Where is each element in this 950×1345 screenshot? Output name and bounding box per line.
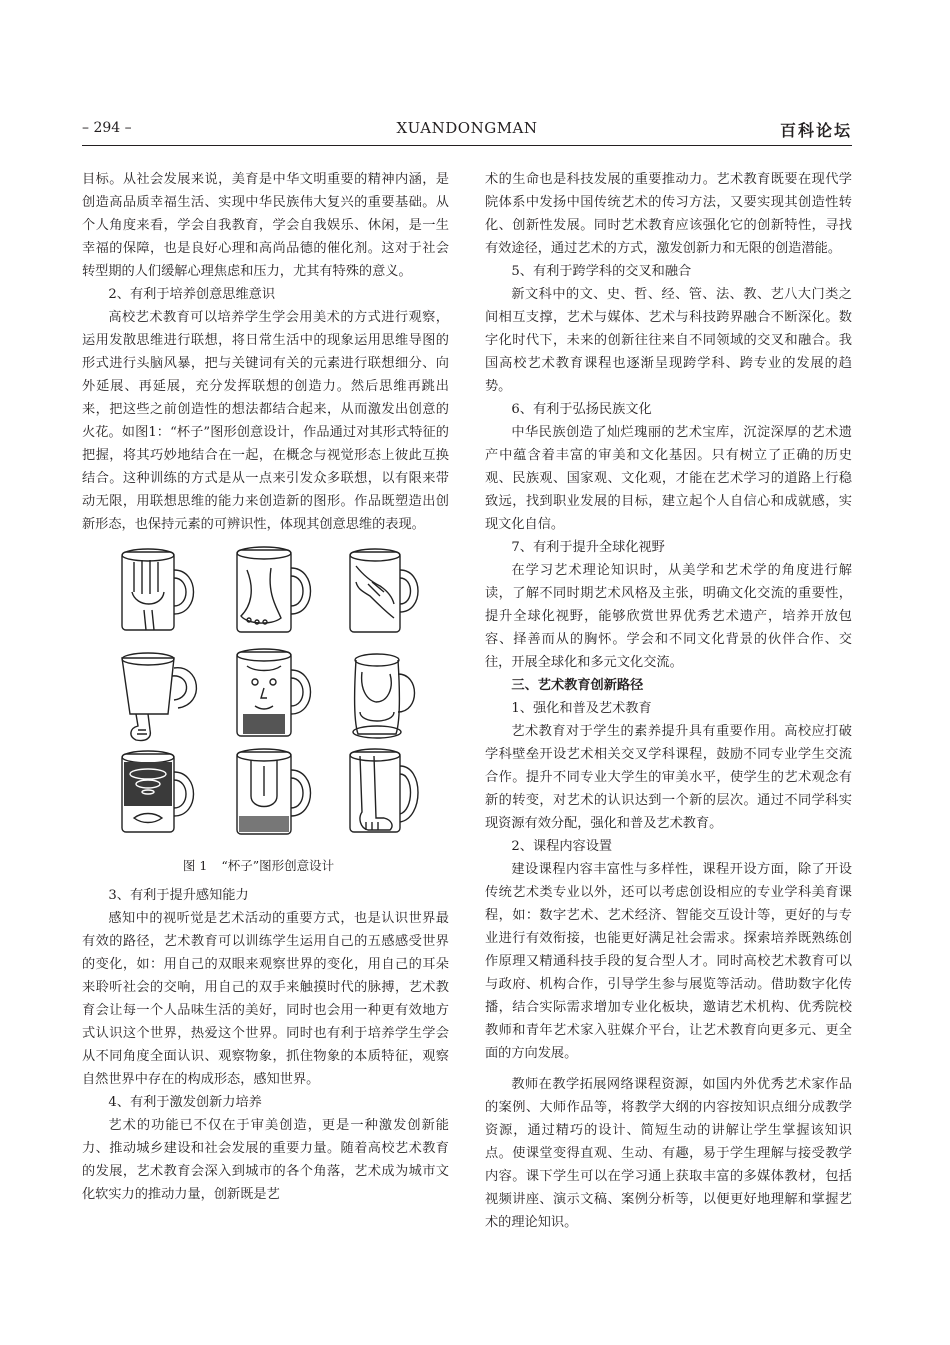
left-column <box>82 168 449 1206</box>
spiral-lips-mug-illustration <box>122 751 194 832</box>
subheading: 6、有利于弘扬民族文化 <box>511 402 652 417</box>
paragraph: 艺术教育对于学生的素养提升具有重要作用。高校应打破学科壁垒开设艺术相关交叉学科课程，鼓励不同专业学生交流合作。提升不同专业大学生的审美水平，使学生的艺术观念有新的转变，对艺术的认识达到一个新的层次。通过不同学科实现资源有效分配，强化和普及艺术教育。 <box>485 724 852 831</box>
paragraph: 术的生命也是科技发展的重要推动力。艺术教育既要在现代学院体系中发扬中国传统艺术的传习方法，又要实现其创造性转化、创新性发展。同时艺术教育应该强化它的创新特性，寻找有效途径，通过艺术的方式，激发创新力和无限的创造潜能。 <box>485 172 852 256</box>
paragraph: 建设课程内容丰富性与多样性，课程开设方面，除了开设传统艺术类专业以外，还可以考虑创设相应的专业学科美育课程，如：数字艺术、艺术经济、智能交互设计等，更好的与专业进行有效衔接，也能更好满足社会需求。探索培养既熟练创作原理又精通科技手段的复合型人才。同时高校艺术教育可以与政府、机构合作，引导学生参与展览等活动。借助数字化传播，结合实际需求增加专业化板块，邀请艺术机构、优秀院校教师和青年艺术家入驻媒介平台，让艺术教育向更多元、更全面的方向发展。 <box>485 862 852 1061</box>
tongue-mug-illustration <box>237 749 311 834</box>
paragraph: 新文科中的文、史、哲、经、管、法、教、艺八大门类之间相互支撑，艺术与媒体、艺术与科技跨界融合不断深化。数字化时代下，未来的创新往往来自不同领域的交叉和融合。我国高校艺术教育课程也逐渐呈现跨学科、跨专业的发展的趋势。 <box>485 287 852 394</box>
subheading: 7、有利于提升全球化视野 <box>511 540 665 555</box>
face-mug-illustration <box>237 649 311 736</box>
paragraph: 艺术的功能已不仅在于审美创造，更是一种激发创新能力、推动城乡建设和社会发展的重要力量。随着高校艺术教育的发展，艺术教育会深入到城市的各个角落，艺术成为城市文化软实力的推动力量，创新既是艺 <box>82 1118 449 1202</box>
paragraph: 目标。从社会发展来说，美育是中华文明重要的精神内涵，是创造高品质幸福生活、实现中华民族伟大复兴的重要基础。从个人角度来看，学会自我教育，学会自我娱乐、休闲，是一生幸福的保障，也是良好心理和高尚品德的催化剂。这对于社会转型期的人们缓解心理焦虑和压力，尤其有特殊的意义。 <box>82 172 449 279</box>
arm-mug-illustration <box>350 749 418 832</box>
paragraph: 中华民族创造了灿烂瑰丽的艺术宝库，沉淀深厚的艺术遗产中蕴含着丰富的审美和文化基因。只有树立了正确的历史观、民族观、国家观、文化观，才能在艺术学习的道路上行稳致远，找到职业发展的目标，建立起个人自信心和成就感，实现文化自信。 <box>485 425 852 532</box>
paragraph: 在学习艺术理论知识时，从美学和艺术学的角度进行解读，了解不同时期艺术风格及主张，明确文化交流的重要性，提升全球化视野，能够欣赏世界优秀艺术遗产，培养开放包容、择善而从的胸怀。学会和不同文化背景的伙伴合作、交往，开展全球化和多元文化交流。 <box>485 563 852 670</box>
subheading: 3、有利于提升感知能力 <box>108 888 249 903</box>
page-number: – 294 – <box>82 120 132 136</box>
foot-mug-illustration <box>237 547 311 632</box>
subheading: 4、有利于激发创新力培养 <box>108 1095 262 1110</box>
paragraph: 高校艺术教育可以培养学生学会用美术的方式进行观察，运用发散思维进行联想，将日常生活中的现象运用思维导图的形式进行头脑风暴，把与关键词有关的元素进行联想细分、向外延展、再延展，充分发挥联想的创造力。然后思维再跳出来，把这些之前创造性的想法都结合起来，从而激发出创意的火花。如图1：“杯子”图形创意设计，作品通过对其形式特征的把握，将其巧妙地结合在一起，在概念与视觉形态上彼此互换结合。这种训练的方式是从一点来引发众多联想，以有限来带动无限，用联想思维的能力来创造新的图形。作品既塑造出创新形态，也保持元素的可辨识性，体现其创意思维的表现。 <box>82 310 449 532</box>
subheading: 5、有利于跨学科的交叉和融合 <box>511 264 692 279</box>
hand-holding-mug-illustration <box>122 653 196 741</box>
journal-name: XUANDONGMAN <box>396 119 538 137</box>
hand-mug-illustration <box>122 549 194 630</box>
figure-1 <box>82 546 449 876</box>
boxing-glove-mug-illustration <box>353 654 415 738</box>
figure-1-illustrations <box>82 546 449 854</box>
section-name: 百科论坛 <box>779 121 852 140</box>
page-header <box>82 118 852 144</box>
paragraph: 教师在教学拓展网络课程资源，如国内外优秀艺术家作品的案例、大师作品等，将教学大纲的内容按知识点细分成教学资源，通过精巧的设计、简短生动的讲解让学生掌握该知识点。使课堂变得直观、生动、有趣，易于学生理解与接受教学内容。课下学生可以在学习通上获取丰富的多媒体教材，包括视频讲座、演示文稿、案例分析等，以便更好地理解和掌握艺术的理论知识。 <box>485 1077 852 1230</box>
right-column <box>485 168 852 1234</box>
section-heading: 三、艺术教育创新路径 <box>511 678 644 693</box>
subheading: 2、有利于培养创意思维意识 <box>108 287 276 302</box>
subheading: 2、课程内容设置 <box>511 839 613 854</box>
figure-caption <box>82 856 449 876</box>
subheading: 1、强化和普及艺术教育 <box>511 701 652 716</box>
header-rule <box>82 145 852 146</box>
handshake-mug-illustration <box>350 549 418 632</box>
figure-title: “杯子”图形创意设计 <box>221 858 335 873</box>
figure-label: 图 1 <box>182 858 208 873</box>
paragraph: 感知中的视听觉是艺术活动的重要方式，也是认识世界最有效的路径，艺术教育可以训练学生运用自己的五感感受世界的变化，如：用自己的双眼来观察世界的变化，用自己的耳朵来聆听社会的交响，用自己的双手来触摸时代的脉搏，艺术教育会让每一个人品味生活的美好，同时也会用一种更有效地方式认识这个世界，热爱这个世界。同时也有利于培养学生学会从不同角度全面认识、观察物象，抓住物象的本质特征，观察自然世界中存在的构成形态，感知世界。 <box>82 911 449 1087</box>
